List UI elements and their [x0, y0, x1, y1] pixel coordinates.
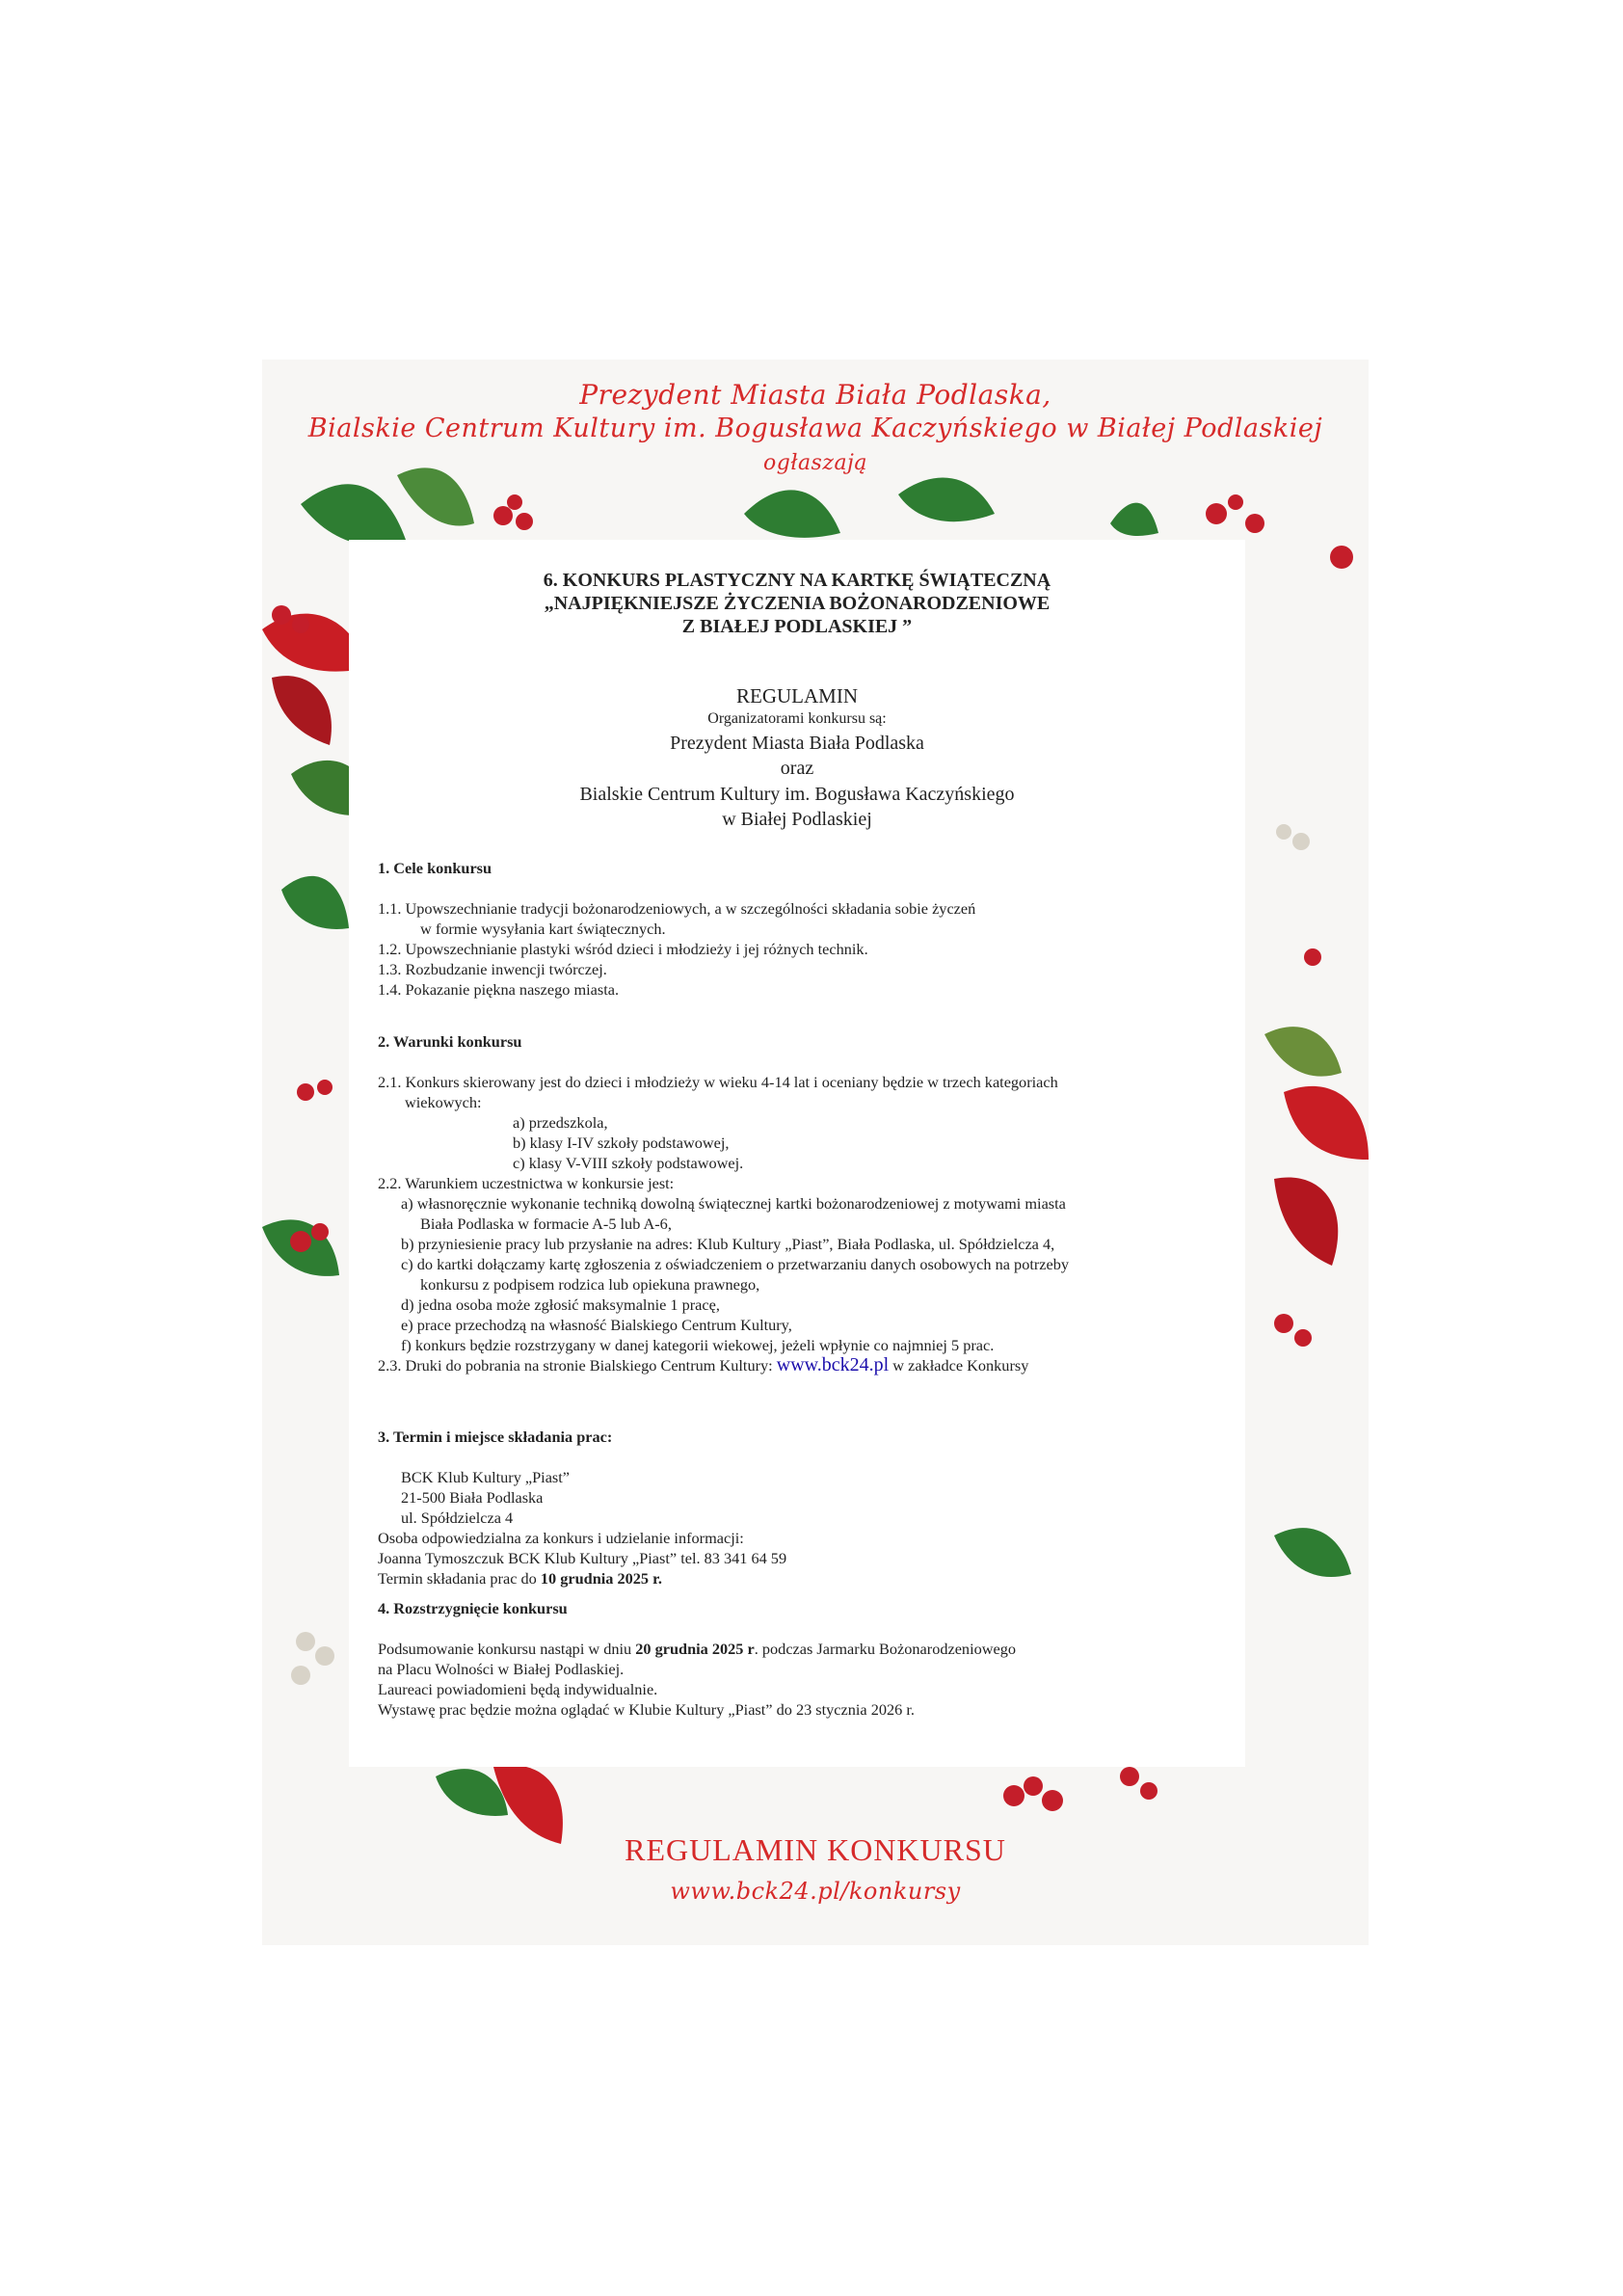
organizers-lead: Organizatorami konkursu są:: [707, 710, 887, 727]
summary-text-suffix: . podczas Jarmarku Bożonarodzeniowego: [754, 1640, 1017, 1658]
list-item: 1.4. Pokazanie piękna naszego miasta.: [378, 980, 620, 999]
summary-line: [378, 1639, 1226, 1659]
title-line-2: „NAJPIĘKNIEJSZE ŻYCZENIA BOŻONARODZENIOWE: [544, 593, 1051, 614]
announcer-line-2: Bialskie Centrum Kultury im. Bogusława Kaczyńskiego w Białej Podlaskiej: [307, 414, 1323, 443]
poinsettia-petal: [1284, 1086, 1369, 1160]
list-item: e) prace przechodzą na własność Bialskiego Centrum Kultury,: [401, 1316, 792, 1334]
section-3: [378, 1427, 1226, 1589]
list-item: w formie wysyłania kart świątecznych.: [420, 920, 666, 938]
list-item: f) konkurs będzie rozstrzygany w danej kategorii wiekowej, jeżeli wpłynie co najmniej 5 prac.: [401, 1336, 995, 1354]
list-item: 2.1. Konkurs skierowany jest do dzieci i młodzieży w wieku 4-14 lat i oceniany będzie w trzech kategoriach: [378, 1073, 1058, 1091]
regulamin-heading: REGULAMIN: [736, 684, 858, 707]
poster: [262, 360, 1369, 1945]
holly-leaf: [281, 876, 349, 929]
announcer-line-1: Prezydent Miasta Biała Podlaska,: [579, 379, 1051, 411]
list-item: b) przyniesienie pracy lub przysłanie na adres: Klub Kultury „Piast”, Biała Podlaska, ul. Spółdzielcza 4,: [401, 1235, 1055, 1253]
section-heading: 1. Cele konkursu: [378, 859, 492, 877]
list-item: 1.2. Upowszechnianie plastyki wśród dzieci i młodzieży i jej różnych technik.: [378, 940, 868, 958]
summary-line: Laureaci powiadomieni będą indywidualnie.: [378, 1680, 658, 1698]
organizer-2-location: w Białej Podlaskiej: [722, 809, 872, 830]
list-item: Biała Podlaska w formacie A-5 lub A-6,: [420, 1215, 672, 1233]
download-text: 2.3. Druki do pobrania na stronie Bialskiego Centrum Kultury:: [378, 1356, 777, 1375]
summary-text: Podsumowanie konkursu nastąpi w dniu: [378, 1640, 636, 1658]
list-item: 1.3. Rozbudzanie inwencji twórczej.: [378, 960, 607, 978]
list-item: c) klasy V-VIII szkoły podstawowej.: [513, 1154, 744, 1172]
list-item: a) własnoręcznie wykonanie techniką dowolną świątecznej kartki bożonarodzeniowej z motywami miasta: [401, 1194, 1066, 1213]
summary-date: 20 grudnia 2025 r: [635, 1640, 755, 1658]
list-item: wiekowych:: [405, 1093, 482, 1111]
section-heading: 3. Termin i miejsce składania prac:: [378, 1428, 613, 1446]
organizer-2: Bialskie Centrum Kultury im. Bogusława Kaczyńskiego: [579, 784, 1015, 805]
deadline-date: 10 grudnia 2025 r.: [540, 1569, 662, 1588]
summary-line: na Placu Wolności w Białej Podlaskiej.: [378, 1660, 625, 1678]
organizer-conjunction: oraz: [780, 758, 814, 779]
holly-leaf: [397, 467, 474, 525]
section-1: [378, 858, 1226, 1000]
list-item: [378, 1355, 1226, 1375]
list-item: d) jedna osoba może zgłosić maksymalnie 1 pracę,: [401, 1295, 720, 1314]
section-4: [378, 1598, 1226, 1720]
address-line: 21-500 Biała Podlaska: [401, 1488, 544, 1507]
bck-website-link[interactable]: www.bck24.pl: [776, 1354, 890, 1375]
list-item: konkursu z podpisem rodzica lub opiekuna prawnego,: [420, 1275, 760, 1294]
contact-line: Osoba odpowiedzialna za konkurs i udzielanie informacji:: [378, 1529, 744, 1547]
list-item: 1.1. Upowszechnianie tradycji bożonarodzeniowych, a w szczególności składania sobie życzeń: [378, 899, 976, 918]
list-item: c) do kartki dołączamy kartę zgłoszenia z oświadczeniem o przetwarzaniu danych osobowych na potrzeby: [401, 1255, 1070, 1273]
holly-leaf: [898, 478, 995, 522]
summary-line: Wystawę prac będzie można oglądać w Klubie Kultury „Piast” do 23 stycznia 2026 r.: [378, 1700, 915, 1719]
footer-title: REGULAMIN KONKURSU: [625, 1832, 1006, 1867]
address-line: ul. Spółdzielcza 4: [401, 1508, 514, 1527]
download-text-suffix: w zakładce Konkursy: [889, 1356, 1029, 1375]
holly-leaf: [1110, 503, 1158, 536]
title-line-3: Z BIAŁEJ PODLASKIEJ ”: [681, 616, 913, 637]
section-2: [378, 1031, 1226, 1375]
list-item: b) klasy I-IV szkoły podstawowej,: [513, 1134, 730, 1152]
regulations-panel: [349, 540, 1245, 1767]
deadline-label: Termin składania prac do: [378, 1569, 541, 1588]
section-heading: 4. Rozstrzygnięcie konkursu: [378, 1599, 568, 1617]
deadline-line: [378, 1568, 1226, 1589]
list-item: a) przedszkola,: [513, 1113, 608, 1132]
berries-right: [1274, 948, 1321, 1347]
contact-line: Joanna Tymoszczuk BCK Klub Kultury „Piast” tel. 83 341 64 59: [378, 1549, 787, 1567]
organizer-1: Prezydent Miasta Biała Podlaska: [670, 733, 924, 754]
holly-leaf: [301, 484, 407, 546]
title-line-1: 6. KONKURS PLASTYCZNY NA KARTKĘ ŚWIĄTECZNĄ: [543, 570, 1051, 591]
announcer-line-3: ogłaszają: [762, 451, 867, 475]
address-line: BCK Klub Kultury „Piast”: [401, 1468, 571, 1486]
poinsettia-petal: [272, 676, 332, 745]
holly-leaf: [744, 490, 840, 538]
footer-url: www.bck24.pl/konkursy: [670, 1878, 961, 1905]
holly-leaf: [1274, 1528, 1351, 1577]
holly-leaf: [1264, 1027, 1342, 1076]
list-item: 2.2. Warunkiem uczestnictwa w konkursie jest:: [378, 1174, 675, 1192]
contest-title: [349, 569, 1245, 638]
berries-bottom: [1003, 1767, 1157, 1811]
section-heading: 2. Warunki konkursu: [378, 1032, 522, 1051]
poinsettia-petal: [1274, 1177, 1338, 1266]
